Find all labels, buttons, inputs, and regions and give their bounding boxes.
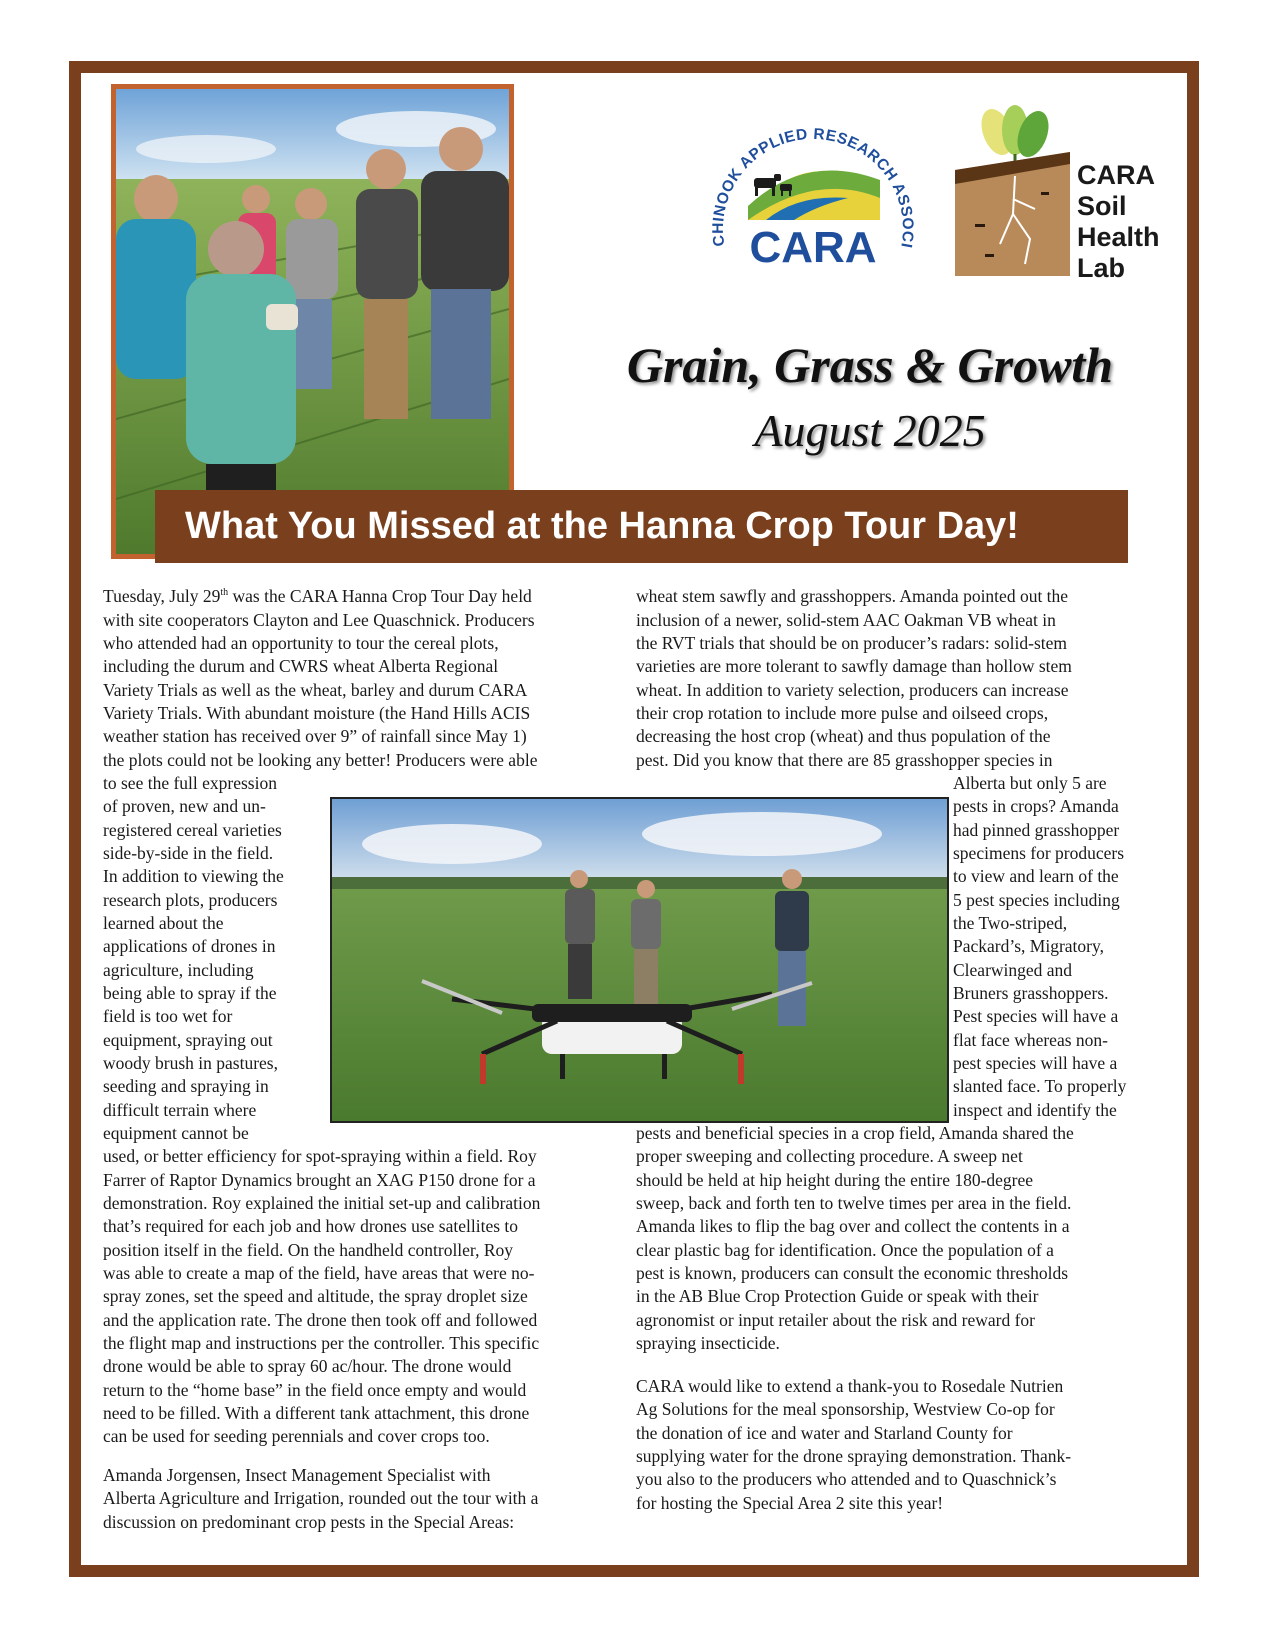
article-line: who attended had an opportunity to tour the cereal plots, — [103, 633, 499, 653]
article-line: equipment, spraying out — [103, 1030, 273, 1050]
article-line: woody brush in pastures, — [103, 1053, 278, 1073]
article-line: the donation of ice and water and Starland County for — [636, 1423, 1013, 1443]
article-banner: What You Missed at the Hanna Crop Tour Day! — [155, 490, 1128, 563]
article-line: discussion on predominant crop pests in the Special Areas: — [103, 1512, 515, 1532]
article-line: the RVT trials that should be on producer’s radars: solid-stem — [636, 633, 1067, 653]
article-line: with site cooperators Clayton and Lee Quaschnick. Producers — [103, 610, 535, 630]
article-line: registered cereal varieties — [103, 820, 282, 840]
article-line: Bruners grasshoppers. — [953, 983, 1109, 1003]
article-line: spray zones, set the speed and altitude, the spray droplet size — [103, 1286, 528, 1306]
article-line: Alberta but only 5 are — [953, 773, 1107, 793]
article-line: Variety Trials. With abundant moisture (the Hand Hills ACIS — [103, 703, 531, 723]
article-line: the flight map and instructions per the controller. This specific — [103, 1333, 540, 1353]
article-line: weather station has received over 9” of rainfall since May 1) — [103, 726, 527, 746]
article-line: need to be filled. With a different tank attachment, this drone — [103, 1403, 530, 1423]
crop-tour-photo — [111, 84, 514, 559]
article-line: can be used for seeding perennials and cover crops too. — [103, 1426, 490, 1446]
article-line: and the application rate. The drone then took off and followed — [103, 1310, 538, 1330]
article-line: for hosting the Special Area 2 site this year! — [636, 1493, 944, 1513]
article-line: CARA would like to extend a thank-you to Rosedale Nutrien — [636, 1376, 1064, 1396]
article-line: position itself in the field. On the handheld controller, Roy — [103, 1240, 513, 1260]
article-line: Farrer of Raptor Dynamics brought an XAG P150 drone for a — [103, 1170, 536, 1190]
newsletter-date: August 2025 — [754, 405, 986, 456]
article-line: pests in crops? Amanda — [953, 796, 1119, 816]
article-line: flat face whereas non- — [953, 1030, 1108, 1050]
article-line: pests and beneficial species in a crop field, Amanda shared the — [636, 1123, 1074, 1143]
article-line: Amanda likes to flip the bag over and collect the contents in a — [636, 1216, 1070, 1236]
lab-line-lab: Lab — [1077, 253, 1126, 283]
article-line: Alberta Agriculture and Irrigation, rounded out the tour with a — [103, 1488, 539, 1508]
article-line: including the durum and CWRS wheat Alberta Regional — [103, 656, 499, 676]
cara-wordmark: CARA — [749, 223, 877, 272]
article-line: Tuesday, July 29th was the CARA Hanna Crop Tour Day held — [103, 586, 532, 606]
article-line: inspect and identify the — [953, 1100, 1117, 1120]
article-line: to view and learn of the — [953, 866, 1119, 886]
article-line: to see the full expression — [103, 773, 277, 793]
article-line: sweep, back and forth ten to twelve times per area in the field. — [636, 1193, 1072, 1213]
article-line: clear plastic bag for identification. Once the population of a — [636, 1240, 1054, 1260]
lab-line-cara: CARA — [1077, 160, 1154, 190]
article-line: was able to create a map of the field, have areas that were no- — [103, 1263, 535, 1283]
article-line: difficult terrain where — [103, 1100, 257, 1120]
article-line: wheat. In addition to variety selection, producers can increase — [636, 680, 1069, 700]
soil-health-lab-logo — [955, 104, 1185, 294]
article-line: the Two-striped, — [953, 913, 1068, 933]
article-line: supplying water for the drone spraying demonstration. Thank- — [636, 1446, 1072, 1466]
newsletter-title: Grain, Grass & Growth — [626, 337, 1114, 393]
article-line: varieties are more tolerant to sawfly damage than hollow stem — [636, 656, 1072, 676]
article-line: in the AB Blue Crop Protection Guide or speak with their — [636, 1286, 1039, 1306]
article-line: field is too wet for — [103, 1006, 233, 1026]
article-line: of proven, new and un- — [103, 796, 266, 816]
article-line: applications of drones in — [103, 936, 276, 956]
article-line: that’s required for each job and how drones use satellites to — [103, 1216, 519, 1236]
article-line: used, or better efficiency for spot-spraying within a field. Roy — [103, 1146, 537, 1166]
article-line: side-by-side in the field. — [103, 843, 274, 863]
article-line: equipment cannot be — [103, 1123, 249, 1143]
article-line: proper sweeping and collecting procedure. A sweep net — [636, 1146, 1023, 1166]
article-line: seeding and spraying in — [103, 1076, 269, 1096]
article-line: demonstration. Roy explained the initial set-up and calibration — [103, 1193, 541, 1213]
article-line: drone would be able to spray 60 ac/hour. The drone would — [103, 1356, 512, 1376]
article-line: agriculture, including — [103, 960, 254, 980]
article-line: wheat stem sawfly and grasshoppers. Amanda pointed out the — [636, 586, 1069, 606]
cara-logo — [698, 102, 928, 294]
article-line: pest is known, producers can consult the economic thresholds — [636, 1263, 1069, 1283]
article-line: should be held at hip height during the entire 180-degree — [636, 1170, 1034, 1190]
article-line: the plots could not be looking any better! Producers were able — [103, 750, 538, 770]
article-line: Packard’s, Migratory, — [953, 936, 1104, 956]
article-line: had pinned grasshopper — [953, 820, 1120, 840]
article-line: slanted face. To properly — [953, 1076, 1127, 1096]
article-line: research plots, producers — [103, 890, 278, 910]
article-line: return to the “home base” in the field once empty and would — [103, 1380, 527, 1400]
article-line: being able to spray if the — [103, 983, 277, 1003]
lab-line-soil: Soil — [1077, 191, 1127, 221]
article-line: pest species will have a — [953, 1053, 1118, 1073]
article-line: Amanda Jorgensen, Insect Management Specialist with — [103, 1465, 491, 1485]
article-line: Pest species will have a — [953, 1006, 1119, 1026]
article-line: Ag Solutions for the meal sponsorship, Westview Co-op for — [636, 1399, 1055, 1419]
article-line: inclusion of a newer, solid-stem AAC Oakman VB wheat in — [636, 610, 1056, 630]
article-line: decreasing the host crop (wheat) and thus population of the — [636, 726, 1051, 746]
article-line: 5 pest species including — [953, 890, 1120, 910]
article-line: agronomist or input retailer about the risk and reward for — [636, 1310, 1035, 1330]
lab-line-health: Health — [1077, 222, 1160, 252]
article-line: spraying insecticide. — [636, 1333, 780, 1353]
article-line: specimens for producers — [953, 843, 1125, 863]
cara-ring-text: CHINOOK APPLIED RESEARCH ASSOCI — [709, 125, 917, 250]
article-line: Clearwinged and — [953, 960, 1073, 980]
article-line: In addition to viewing the — [103, 866, 284, 886]
article-line: their crop rotation to include more pulse and oilseed crops, — [636, 703, 1049, 723]
svg-text:CARA Soil Health — [1077, 160, 1167, 283]
article-line: pest. Did you know that there are 85 grasshopper species in — [636, 750, 1053, 770]
drone-demo-photo — [330, 797, 949, 1123]
article-line: you also to the producers who attended and to Quaschnick’s — [636, 1469, 1057, 1489]
article-line: learned about the — [103, 913, 224, 933]
article-line: Variety Trials as well as the wheat, barley and durum CARA — [103, 680, 528, 700]
